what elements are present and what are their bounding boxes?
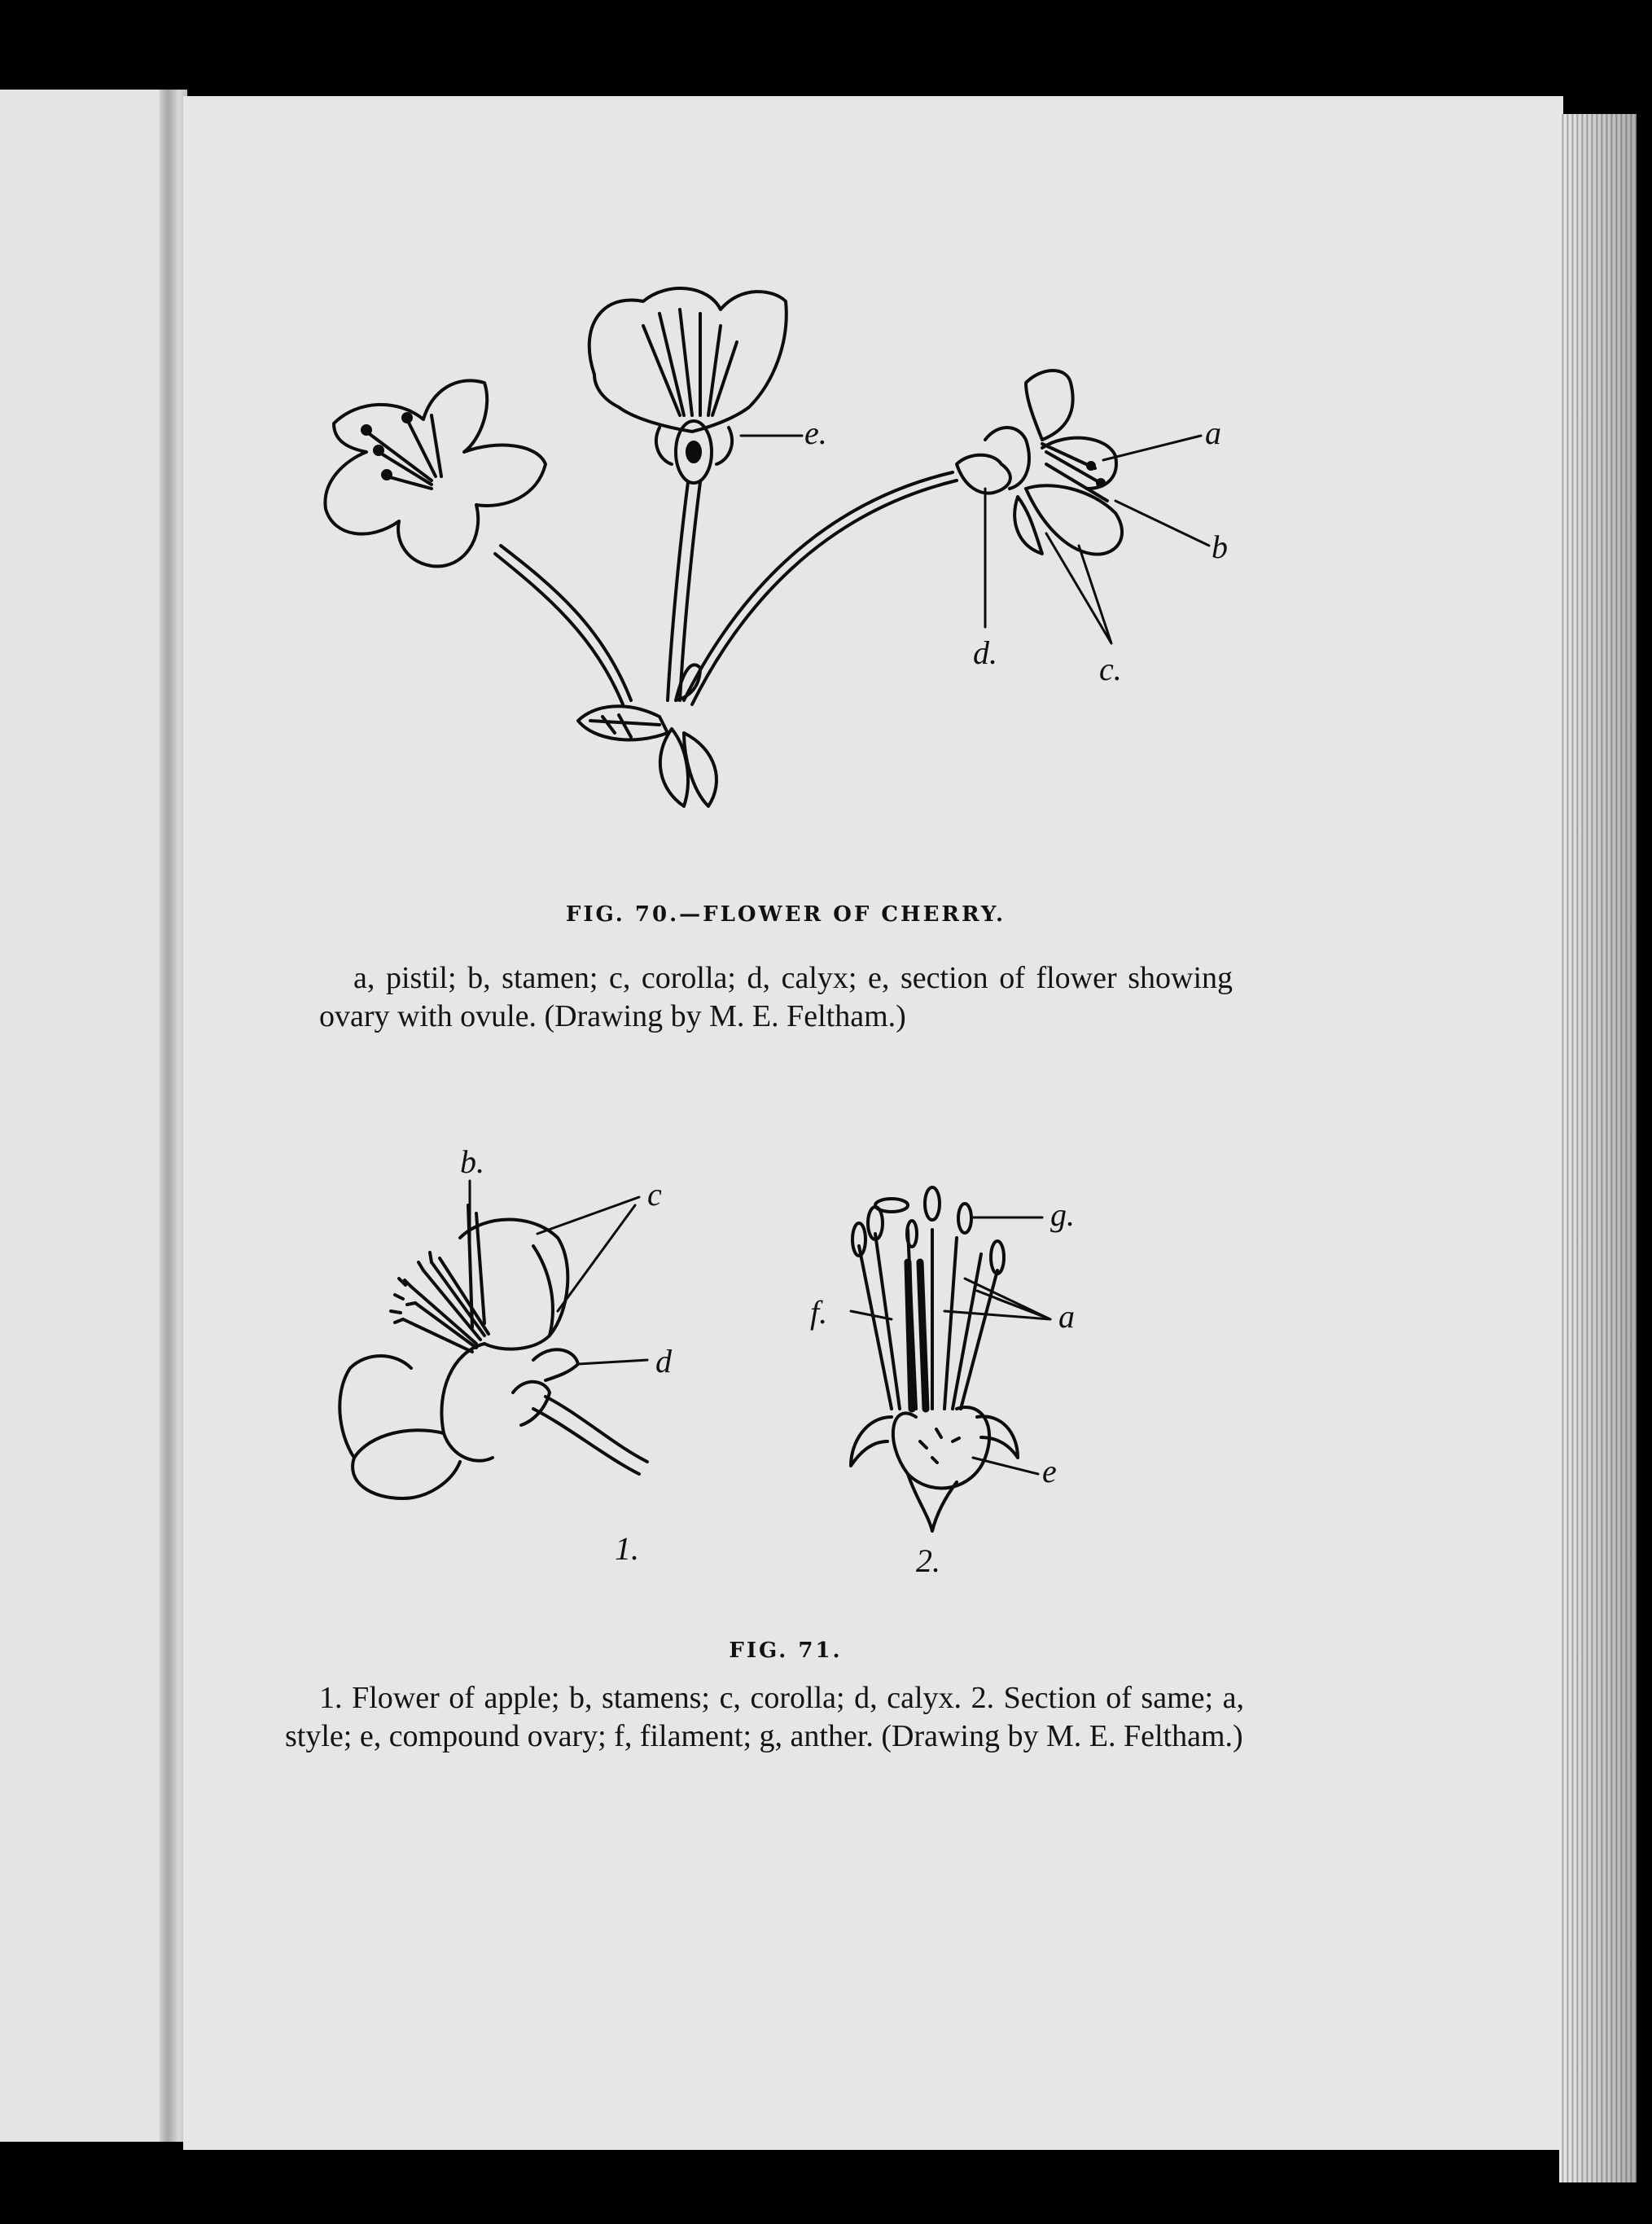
- fig71-label-a: a: [1058, 1298, 1075, 1335]
- fig71-label-b: b.: [460, 1148, 484, 1180]
- fig70-title: FIG. 70.—FLOWER OF CHERRY.: [565, 902, 1006, 927]
- fig71-label-1: 1.: [615, 1530, 639, 1567]
- fig70-label-a: a: [1205, 415, 1221, 451]
- fig70-label-b: b: [1212, 529, 1228, 565]
- fig71-label-d: d: [655, 1343, 672, 1380]
- left-page: [0, 90, 179, 2142]
- fig71-label-2: 2.: [916, 1542, 940, 1579]
- fig71-label-c: c: [647, 1176, 662, 1213]
- fig70-caption: a, pistil; b, stamen; c, corolla; d, calyx; e, section of flower showing ovary with ovule. (Drawing by M. E. Feltham.): [319, 961, 1233, 1033]
- fig70-label-e: e.: [804, 415, 827, 451]
- cherry-flower-drawing: [309, 277, 1270, 863]
- page-edges: [1559, 114, 1637, 2182]
- fig71-label-e: e: [1042, 1453, 1057, 1489]
- fig70-label-d: d.: [973, 634, 997, 671]
- fig71-label-g: g.: [1050, 1196, 1075, 1233]
- fig71-title: FIG. 71.: [729, 1638, 843, 1663]
- fig71-caption: 1. Flower of apple; b, stamens; c, corolla; d, calyx. 2. Section of same; a, style; e, compound ovary; f, filament; g, anther. (Drawing by M. E. Feltham.): [285, 1681, 1244, 1753]
- fig71-label-f: f.: [810, 1294, 828, 1331]
- fig70-label-c: c.: [1099, 651, 1122, 687]
- apple-flower-drawings: [289, 1148, 1274, 1580]
